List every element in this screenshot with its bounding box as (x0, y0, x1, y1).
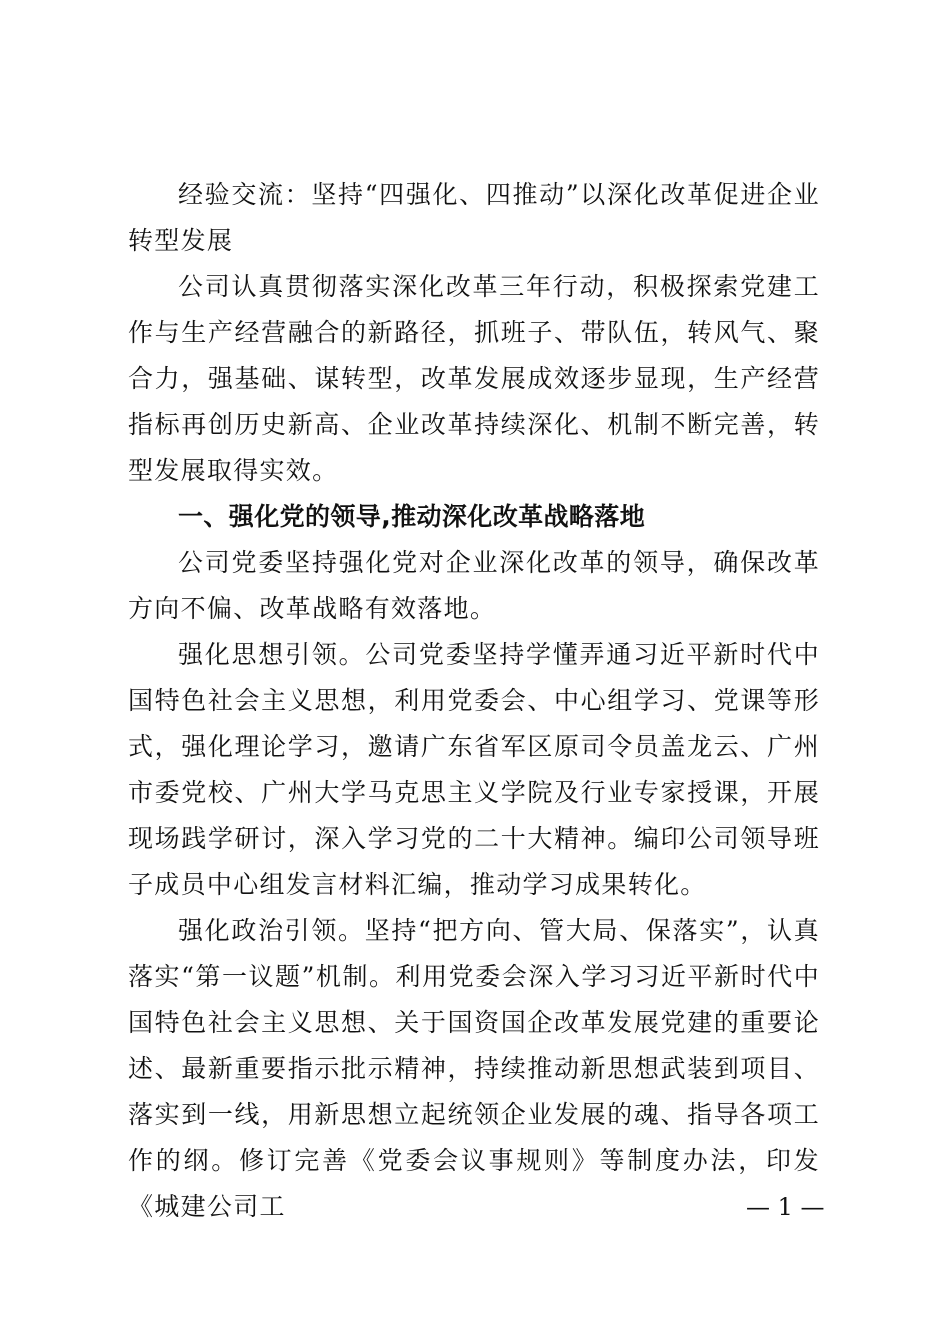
section-1-paragraph-thought: 强化思想引领。公司党委坚持学懂弄通习近平新时代中国特色社会主义思想，利用党委会、中心组学习、党课等形式，强化理论学习，邀请广东省军区原司令员盖龙云、广州市委党校、广州大学马克思主义学院及行业专家授课，开展现场践学研讨，深入学习党的二十大精神。编印公司领导班子成员中心组发言材料汇编，推动学习成果转化。 (128, 640, 820, 899)
intro-paragraph: 公司认真贯彻落实深化改革三年行动，积极探索党建工作与生产经营融合的新路径，抓班子、带队伍，转风气、聚合力，强基础、谋转型，改革发展成效逐步显现，生产经营指标再创历史新高、企业改革持续深化、机制不断完善，转型发展取得实效。 (128, 272, 820, 485)
document-body (128, 172, 820, 1230)
section-1-lead-paragraph: 公司党委坚持强化党对企业深化改革的领导，确保改革方向不偏、改革战略有效落地。 (128, 548, 820, 623)
page-number: — 1 — (746, 1193, 825, 1221)
section-1-paragraph-politics: 强化政治引领。坚持“把方向、管大局、保落实”，认真落实“第一议题”机制。利用党委会深入学习习近平新时代中国特色社会主义思想、关于国资国企改革发展党建的重要论述、最新重要指示批示精神，持续推动新思想武装到项目、落实到一线，用新思想立起统领企业发展的魂、指导各项工作的纲。修订完善《党委会议事规则》等制度办法，印发《城建公司工 (128, 916, 820, 1221)
document-title: 经验交流：坚持“四强化、四推动”以深化改革促进企业转型发展 (128, 180, 820, 255)
section-heading-1: 一、强化党的领导,推动深化改革战略落地 (178, 502, 646, 531)
